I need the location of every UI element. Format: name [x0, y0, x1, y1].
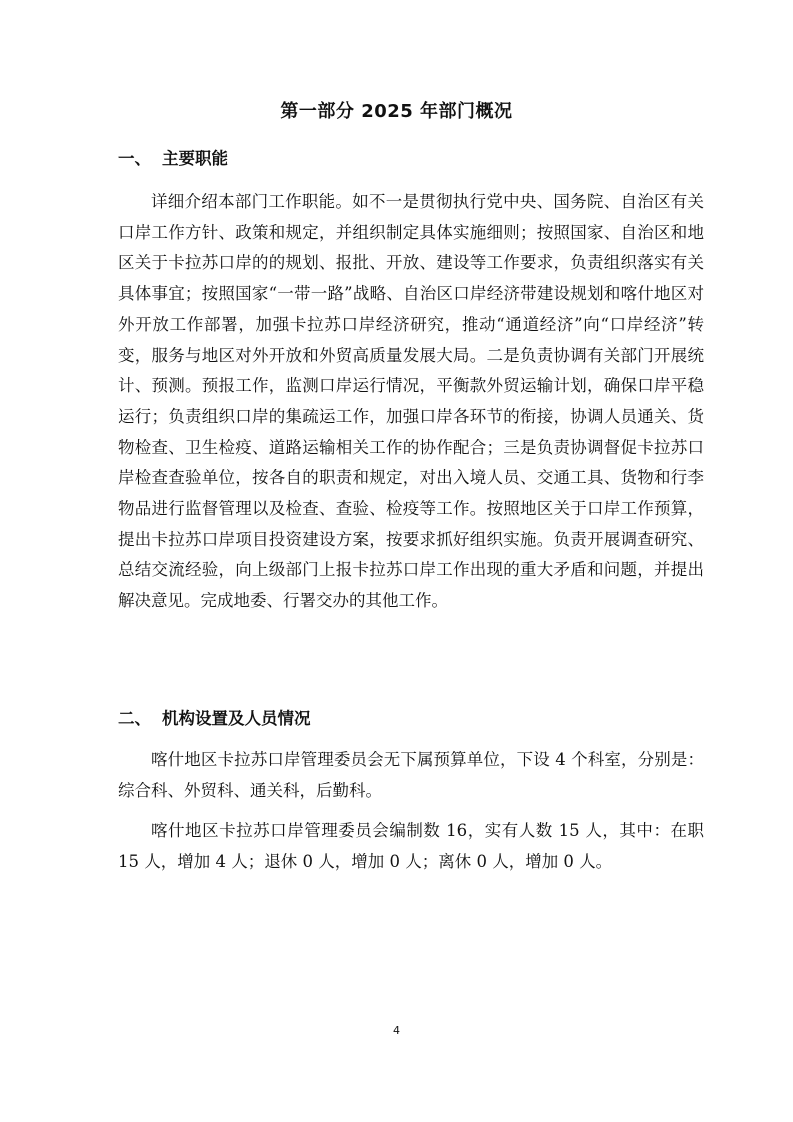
paragraph-functions: 详细介绍本部门工作职能。如不一是贯彻执行党中央、国务院、自治区有关口岸工作方针、政策和规定，并组织制定具体实施细则；按照国家、自治区和地区关于卡拉苏口岸的的规划、报批、开放、建设等工作要求，负责组织落实有关具体事宜；按照国家“一带一路”战略、自治区口岸经济带建设规划和喀什地区对外开放工作部署，加强卡拉苏口岸经济研究，推动“通道经济”向“口岸经济”转变，服务与地区对外开放和外贸高质量发展大局。二是负责协调有关部门开展统计、预测。预报工作，监测口岸运行情况，平衡款外贸运输计划，确保口岸平稳运行；负责组织口岸的集疏运工作，加强口岸各环节的衔接，协调人员通关、货物检查、卫生检疫、道路运输相关工作的协作配合；三是负责协调督促卡拉苏口岸检查查验单位，按各自的职责和规定，对出入境人员、交通工具、货物和行李物品进行监督管理以及检查、查验、检疫等工作。按照地区关于口岸工作预算，提出卡拉苏口岸项目投资建设方案，按要求抓好组织实施。负责开展调查研究、总结交流经验，向上级部门上报卡拉苏口岸工作出现的重大矛盾和问题，并提出解决意见。完成地委、行署交办的其他工作。	[118, 192, 704, 611]
page-title: 第一部分 2025 年部门概况	[280, 101, 513, 122]
paragraph-departments: 喀什地区卡拉苏口岸管理委员会无下属预算单位，下设 4 个科室，分别是：综合科、外贸科、通关科，后勤科。	[118, 750, 704, 800]
section-heading-functions	[118, 146, 228, 172]
section-title: 主要职能	[162, 149, 228, 168]
section-heading-organization	[118, 706, 311, 732]
paragraph-staffing: 喀什地区卡拉苏口岸管理委员会编制数 16，实有人数 15 人，其中：在职 15 人，增加 4 人；退休 0 人，增加 0 人；离休 0 人，增加 0 人。	[118, 821, 704, 871]
section-title: 机构设置及人员情况	[162, 709, 311, 728]
section-number: 二、	[118, 709, 151, 728]
page-number: 4	[393, 1024, 400, 1037]
section-number: 一、	[118, 149, 151, 168]
